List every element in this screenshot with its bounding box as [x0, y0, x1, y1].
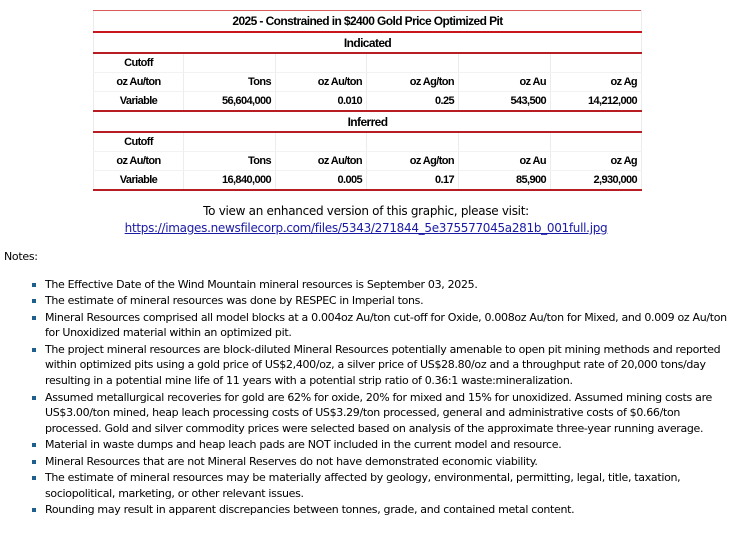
- section-title: Indicated: [94, 32, 642, 53]
- table-header-row: [94, 53, 642, 73]
- table-cell: 0.010: [276, 92, 367, 112]
- table-cell: 16,840,000: [184, 171, 276, 191]
- note-text: The project mineral resources are block-diluted Mineral Resources potentially amenable to open pit mining methods and reported within optimized pits using a gold price of US$2,400/oz, a silver price of US$28.80/oz and a throughput rate of 20,000 tons/day resulting in a potential mine life of 11 years with a potential strip ratio of 0.36:1 waste:mineralization.: [45, 342, 721, 388]
- square-bullet-icon: [32, 443, 36, 447]
- header-cell: oz Au/ton: [94, 152, 184, 171]
- note-text: The estimate of mineral resources was done by RESPEC in Imperial tons.: [45, 294, 424, 308]
- note-item: [30, 437, 730, 453]
- section-header-indicated: [94, 32, 642, 53]
- header-cell: [551, 132, 642, 152]
- note-text: Assumed metallurgical recoveries for gold are 62% for oxide, 20% for mixed and 15% for unoxidized. Assumed mining costs are US$3.00/ton mined, heap leach processing costs of US$3.29/ton processed, general and administrative costs of $0.66/ton processed. Gold and silver commodity prices were selected based on analysis of the approximate three-year running average.: [45, 390, 712, 436]
- table-row: [94, 171, 642, 191]
- note-text: Mineral Resources that are not Mineral Reserves do not have demonstrated economic viability.: [45, 454, 538, 468]
- section-title: Inferred: [94, 111, 642, 132]
- header-cell: oz Au/ton: [276, 73, 367, 92]
- enhanced-graphic-link[interactable]: https://images.newsfilecorp.com/files/5343/271844_5e375577045a281b_001full.jpg: [124, 221, 608, 235]
- table-cell: Variable: [94, 171, 184, 191]
- header-cell: [276, 53, 367, 73]
- table-cell: Variable: [94, 92, 184, 112]
- notes-label: Notes:: [4, 250, 38, 263]
- header-cell: [184, 132, 276, 152]
- table-cell: 0.25: [367, 92, 459, 112]
- header-cell: Tons: [184, 73, 276, 92]
- table-cell: 0.005: [276, 171, 367, 191]
- note-text: Material in waste dumps and heap leach pads are NOT included in the current model and resource.: [45, 438, 562, 452]
- header-cell: [367, 132, 459, 152]
- note-item: [30, 502, 730, 518]
- note-text: Mineral Resources comprised all model blocks at a 0.004oz Au/ton cut-off for Oxide, 0.008oz Au/ton for Mixed, and 0.009 oz Au/ton for Unoxidized material within an optimized pit.: [45, 310, 727, 340]
- header-cell: oz Au: [459, 152, 551, 171]
- square-bullet-icon: [32, 299, 36, 303]
- square-bullet-icon: [32, 476, 36, 480]
- table-header-row: [94, 73, 642, 92]
- note-text: Rounding may result in apparent discrepancies between tonnes, grade, and contained metal content.: [45, 503, 575, 517]
- table-cell: 85,900: [459, 171, 551, 191]
- table-row: [94, 92, 642, 112]
- header-cell: oz Au/ton: [276, 152, 367, 171]
- note-item: [30, 342, 730, 389]
- mineral-resource-table: [93, 10, 642, 191]
- caption-text: To view an enhanced version of this graphic, please visit:: [203, 204, 529, 218]
- header-cell: oz Ag/ton: [367, 73, 459, 92]
- note-item: [30, 390, 730, 437]
- header-cell: Tons: [184, 152, 276, 171]
- table-cell: 2,930,000: [551, 171, 642, 191]
- table-cell: 543,500: [459, 92, 551, 112]
- note-text: The estimate of mineral resources may be materially affected by geology, environmental, permitting, legal, title, taxation, sociopolitical, marketing, or other relevant issues.: [45, 471, 681, 500]
- note-item: [30, 310, 730, 342]
- note-item: [30, 454, 730, 470]
- square-bullet-icon: [32, 348, 36, 352]
- header-cell: Cutoff: [94, 53, 184, 73]
- square-bullet-icon: [32, 283, 36, 287]
- header-cell: oz Au/ton: [94, 73, 184, 92]
- note-item: [30, 293, 730, 309]
- header-cell: oz Au: [459, 73, 551, 92]
- square-bullet-icon: [32, 508, 36, 512]
- header-cell: [459, 53, 551, 73]
- graphic-caption: [0, 203, 732, 237]
- header-cell: [276, 132, 367, 152]
- table-header-row: [94, 152, 642, 171]
- square-bullet-icon: [32, 396, 36, 400]
- square-bullet-icon: [32, 460, 36, 464]
- table-title-row: [94, 11, 642, 33]
- table-title: 2025 - Constrained in $2400 Gold Price Optimized Pit: [94, 11, 642, 33]
- header-cell: [551, 53, 642, 73]
- header-cell: [367, 53, 459, 73]
- table-cell: 14,212,000: [551, 92, 642, 112]
- notes-list: [30, 277, 730, 518]
- table-cell: 0.17: [367, 171, 459, 191]
- square-bullet-icon: [32, 316, 36, 320]
- note-item: [30, 277, 730, 293]
- header-cell: oz Ag: [551, 152, 642, 171]
- header-cell: [184, 53, 276, 73]
- note-item: [30, 470, 730, 502]
- header-cell: Cutoff: [94, 132, 184, 152]
- header-cell: oz Ag/ton: [367, 152, 459, 171]
- table-header-row: [94, 132, 642, 152]
- header-cell: oz Ag: [551, 73, 642, 92]
- table-cell: 56,604,000: [184, 92, 276, 112]
- note-text: The Effective Date of the Wind Mountain mineral resources is September 03, 2025.: [45, 278, 478, 291]
- section-header-inferred: [94, 111, 642, 132]
- header-cell: [459, 132, 551, 152]
